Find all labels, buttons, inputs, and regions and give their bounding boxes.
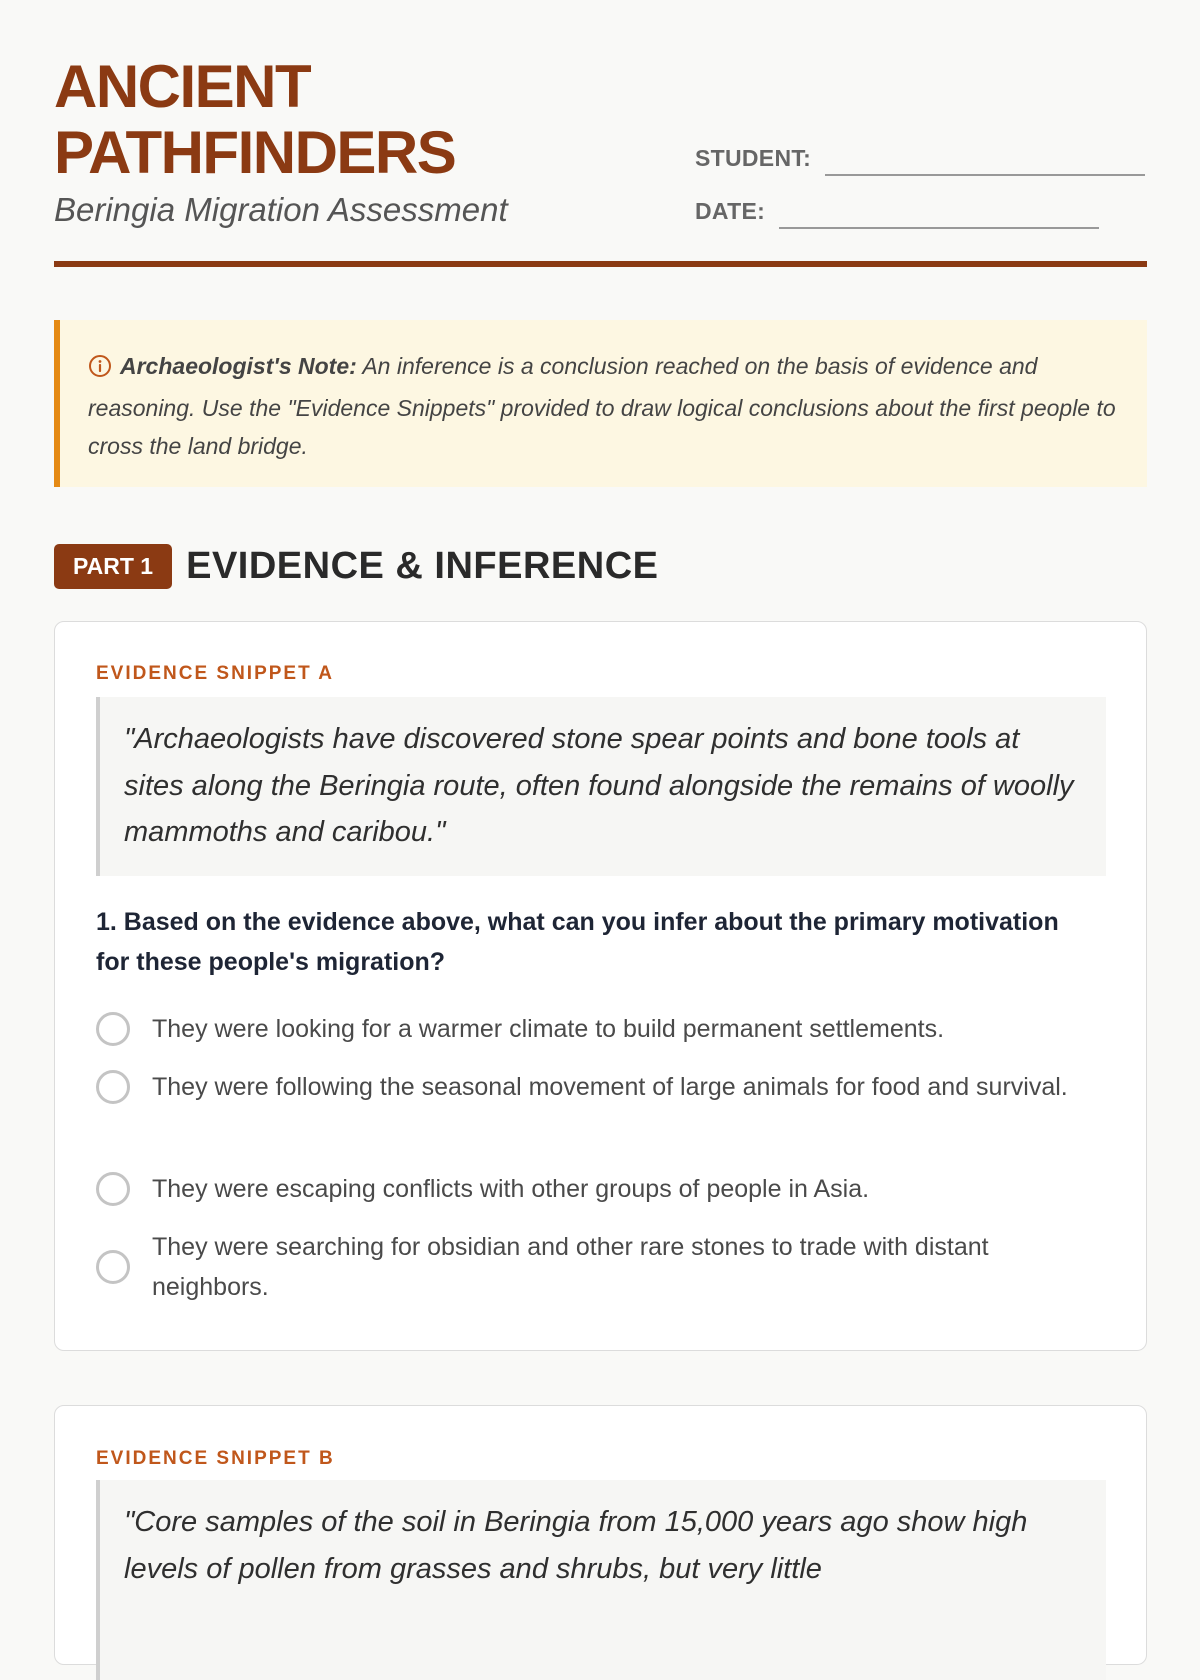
snippet-label: EVIDENCE SNIPPET B [96,1448,335,1469]
note-body: An inference is a conclusion reached on the basis of evidence and reasoning. Use the "Evidence Snippets" provided to draw logical conclusions about the first people to cross the land bridge. [88,353,1116,459]
date-field[interactable] [779,193,1099,229]
date-row [695,193,1099,229]
page-header [54,0,1147,268]
student-label: STUDENT: [695,145,812,171]
info-icon [88,351,112,389]
radio-button[interactable] [96,1012,130,1046]
note-text [88,347,1119,465]
student-name-field[interactable] [825,140,1145,176]
radio-button[interactable] [96,1250,130,1284]
title-line-2: PATHFINDERS [54,119,456,186]
date-label: DATE: [695,198,766,224]
title-block [54,54,508,230]
note-label: Archaeologist's Note: [120,353,357,379]
part-1-heading [54,544,659,589]
option-label: They were escaping conflicts with other groups of people in Asia. [152,1175,870,1203]
snippet-label: EVIDENCE SNIPPET A [96,663,335,684]
option-label: They were looking for a warmer climate to build permanent settlements. [152,1015,945,1043]
option-label: They were following the seasonal movement of large animals for food and survival. [152,1073,1068,1101]
question-text: 1. Based on the evidence above, what can you infer about the primary motivation for these people's migration? [96,908,1059,976]
page-subtitle: Beringia Migration Assessment [54,191,508,228]
header-divider [54,261,1147,267]
page-title [54,54,508,186]
evidence-quote: "Archaeologists have discovered stone spear points and bone tools at sites along the Beringia route, often found alongside the remains of woolly mammoths and caribou." [96,697,1106,876]
radio-button[interactable] [96,1070,130,1104]
evidence-card-b [54,1405,1147,1665]
part-badge: PART 1 [54,544,172,589]
answer-option-1[interactable] [96,1009,1106,1049]
option-label: They were searching for obsidian and other rare stones to trade with distant neighbors. [152,1233,989,1301]
student-row [695,140,1145,176]
assessment-page [54,0,1147,1585]
title-line-1: ANCIENT [54,53,311,120]
archaeologist-note [54,320,1147,487]
answer-option-3[interactable] [96,1169,1106,1209]
evidence-card-a [54,621,1147,1351]
answer-option-2[interactable] [96,1067,1106,1107]
part-title: EVIDENCE & INFERENCE [186,545,659,587]
answer-option-4[interactable] [96,1227,1106,1307]
evidence-quote: "Core samples of the soil in Beringia from 15,000 years ago show high levels of pollen from grasses and shrubs, but very little [96,1480,1106,1680]
radio-button[interactable] [96,1172,130,1206]
